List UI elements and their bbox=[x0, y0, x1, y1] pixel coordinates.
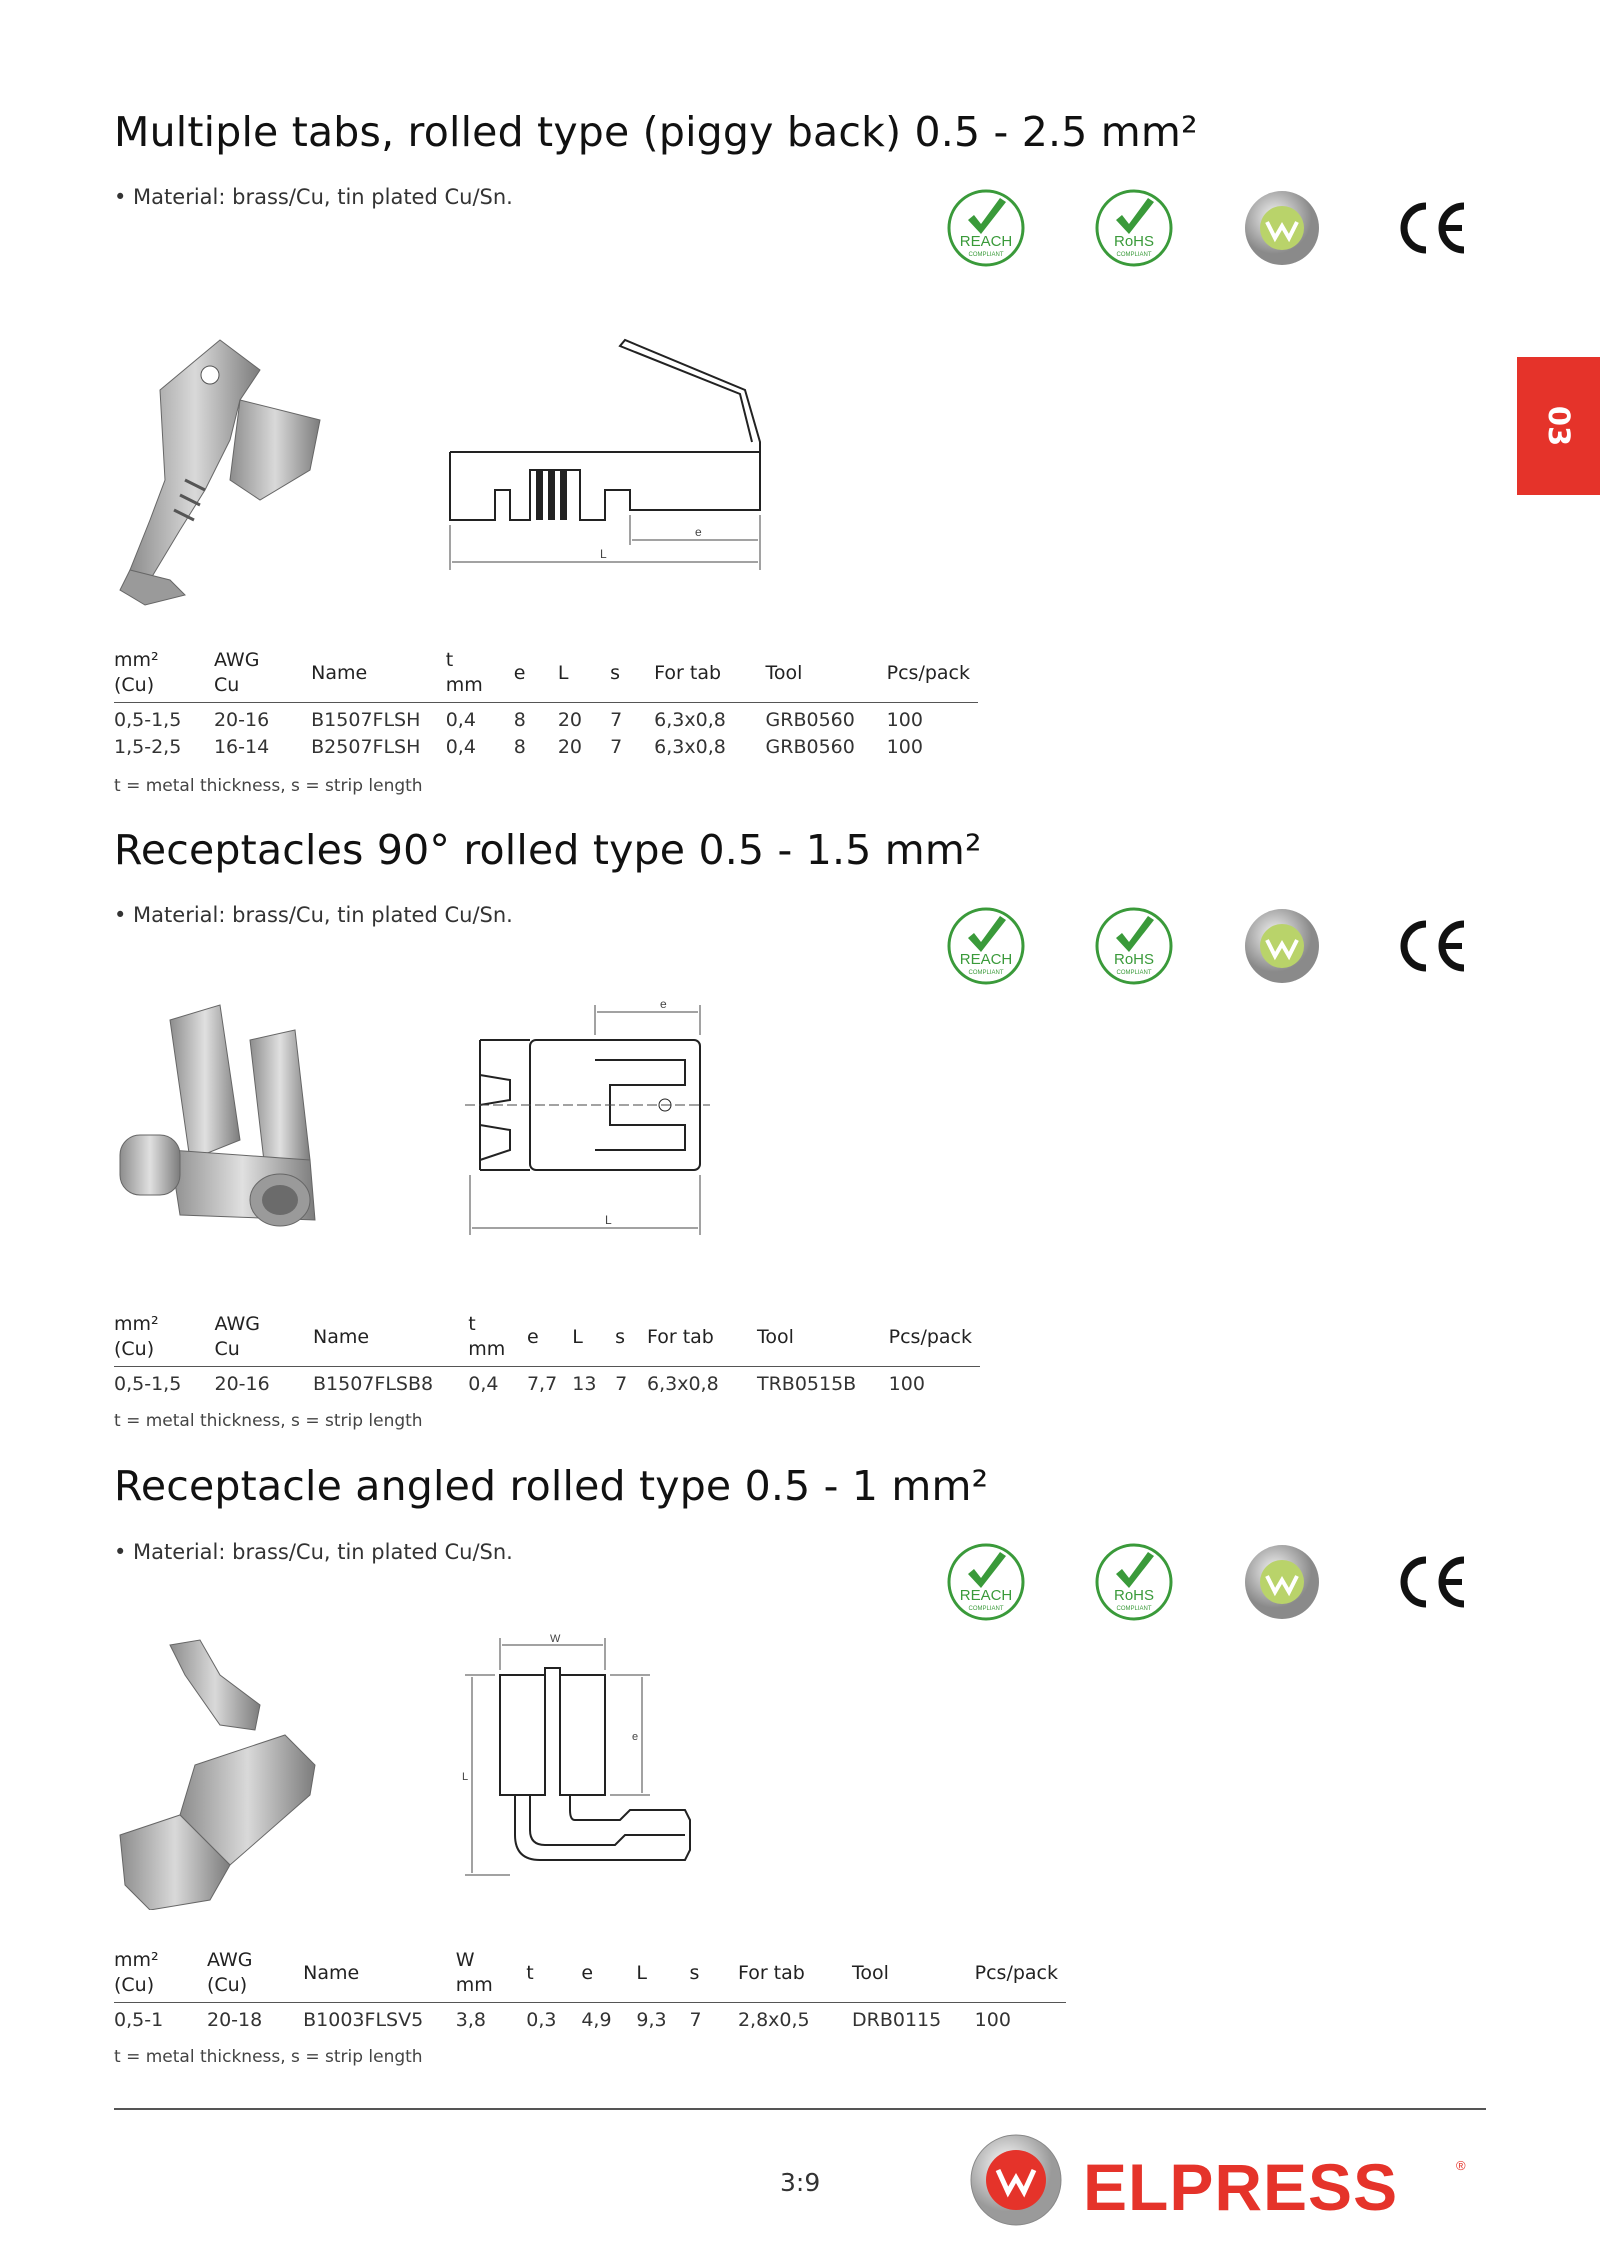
table-row bbox=[114, 703, 978, 735]
col-header: Tool bbox=[766, 644, 887, 703]
material-text: • Material: brass/Cu, tin plated Cu/Sn. bbox=[114, 1540, 513, 1564]
dim-e: e bbox=[632, 1731, 639, 1743]
cell: 20 bbox=[557, 709, 582, 731]
cell: 8 bbox=[513, 709, 526, 731]
cell: 100 bbox=[888, 1373, 925, 1395]
cell: 7 bbox=[610, 709, 623, 731]
system-certification-seal-icon bbox=[1242, 1542, 1322, 1622]
cell: 0,4 bbox=[445, 736, 476, 758]
table-row bbox=[114, 2003, 1066, 2035]
cell: 0,4 bbox=[445, 709, 476, 731]
cell: 100 bbox=[886, 709, 923, 731]
cell: 3,8 bbox=[455, 2009, 486, 2031]
col-header: Pcs/pack bbox=[889, 1308, 980, 1367]
table-header-row bbox=[114, 1308, 980, 1367]
cell: 1,5-2,5 bbox=[114, 736, 182, 758]
reach-check-icon bbox=[946, 1542, 1026, 1622]
dim-W: W bbox=[550, 1633, 561, 1645]
cell: 100 bbox=[974, 2009, 1011, 2031]
ce-mark-icon bbox=[1392, 198, 1470, 258]
rohs-sub: COMPLIANT bbox=[1116, 1606, 1152, 1612]
col-header: Name bbox=[311, 644, 446, 703]
cell: 7,7 bbox=[526, 1373, 558, 1395]
cell: 4,9 bbox=[581, 2009, 612, 2031]
spec-table bbox=[114, 1944, 1066, 2034]
system-certification-seal-icon bbox=[1242, 188, 1322, 268]
footer-divider bbox=[114, 2108, 1486, 2110]
section-title: Multiple tabs, rolled type (piggy back) 0.5 - 2.5 mm² bbox=[114, 108, 1198, 156]
cell: DRB0115 bbox=[852, 2009, 942, 2031]
cell: 7 bbox=[615, 1373, 628, 1395]
col-header: mm² (Cu) bbox=[114, 644, 214, 703]
col-header: mm² (Cu) bbox=[114, 1308, 215, 1367]
table-header-row bbox=[114, 1944, 1066, 2003]
table-header-row bbox=[114, 644, 978, 703]
col-header: e bbox=[527, 1308, 572, 1367]
cell: 2,8x0,5 bbox=[737, 2009, 810, 2031]
col-header: e bbox=[514, 644, 558, 703]
cell: 20-16 bbox=[213, 709, 270, 731]
reach-sub: COMPLIANT bbox=[968, 970, 1004, 976]
rohs-check-icon bbox=[1094, 188, 1174, 268]
material-text: • Material: brass/Cu, tin plated Cu/Sn. bbox=[114, 903, 513, 927]
col-header: AWG Cu bbox=[215, 1308, 314, 1367]
rohs-label: RoHS bbox=[1113, 1587, 1155, 1604]
table-footnote: t = metal thickness, s = strip length bbox=[114, 1411, 423, 1431]
reach-label: REACH bbox=[959, 951, 1013, 968]
col-header: For tab bbox=[654, 644, 765, 703]
col-header: L bbox=[636, 1944, 689, 2003]
rohs-label: RoHS bbox=[1113, 951, 1155, 968]
product-photo-receptacle-angled bbox=[110, 1635, 330, 1910]
col-header: Tool bbox=[757, 1308, 889, 1367]
product-photo-receptacle-90 bbox=[110, 1000, 370, 1240]
cell: 0,5-1 bbox=[114, 2009, 164, 2031]
rohs-sub: COMPLIANT bbox=[1116, 970, 1152, 976]
logo-registered: ® bbox=[1456, 2158, 1466, 2173]
technical-drawing-receptacle-90 bbox=[460, 990, 760, 1240]
logo-wordmark: ELPRESS bbox=[1083, 2150, 1399, 2224]
reach-sub: COMPLIANT bbox=[968, 252, 1004, 258]
dim-e: e bbox=[660, 997, 667, 1011]
material-text: • Material: brass/Cu, tin plated Cu/Sn. bbox=[114, 185, 513, 209]
spec-table bbox=[114, 644, 978, 761]
ce-mark-icon bbox=[1392, 916, 1470, 976]
cell: 20-18 bbox=[206, 2009, 263, 2031]
cell: 9,3 bbox=[636, 2009, 667, 2031]
rohs-label: RoHS bbox=[1113, 233, 1155, 250]
table-footnote: t = metal thickness, s = strip length bbox=[114, 776, 423, 796]
cell: 0,3 bbox=[526, 2009, 557, 2031]
cell: 8 bbox=[513, 736, 526, 758]
cell: TRB0515B bbox=[756, 1373, 857, 1395]
section-title: Receptacles 90° rolled type 0.5 - 1.5 mm² bbox=[114, 826, 982, 874]
col-header: Name bbox=[313, 1308, 468, 1367]
col-header: s bbox=[690, 1944, 738, 2003]
cell: 20-16 bbox=[214, 1373, 270, 1395]
cell: 16-14 bbox=[213, 736, 270, 758]
technical-drawing-receptacle-angled bbox=[450, 1630, 770, 1890]
rohs-sub: COMPLIANT bbox=[1116, 252, 1152, 258]
cell: GRB0560 bbox=[765, 709, 855, 731]
table-footnote: t = metal thickness, s = strip length bbox=[114, 2047, 423, 2067]
cell: 0,4 bbox=[468, 1373, 499, 1395]
col-header: W mm bbox=[456, 1944, 527, 2003]
table-row bbox=[114, 1367, 980, 1399]
col-header: s bbox=[610, 644, 654, 703]
product-photo-piggyback bbox=[110, 330, 350, 610]
cell: 7 bbox=[689, 2009, 702, 2031]
reach-check-icon bbox=[946, 188, 1026, 268]
cell: 100 bbox=[886, 736, 923, 758]
cell: 20 bbox=[557, 736, 582, 758]
col-header: AWG (Cu) bbox=[207, 1944, 303, 2003]
dim-L: L bbox=[605, 1213, 612, 1227]
cell: 0,5-1,5 bbox=[114, 1373, 182, 1395]
reach-check-icon bbox=[946, 906, 1026, 986]
cell: GRB0560 bbox=[765, 736, 855, 758]
dim-e: e bbox=[695, 525, 702, 539]
col-header: For tab bbox=[647, 1308, 757, 1367]
cell: B1507FLSH bbox=[311, 709, 421, 731]
col-header: t bbox=[526, 1944, 581, 2003]
cell: 6,3x0,8 bbox=[654, 709, 726, 731]
elpress-logo bbox=[968, 2130, 1478, 2230]
reach-label: REACH bbox=[959, 233, 1013, 250]
cell: B2507FLSH bbox=[311, 736, 421, 758]
rohs-check-icon bbox=[1094, 906, 1174, 986]
rohs-check-icon bbox=[1094, 1542, 1174, 1622]
cell: 6,3x0,8 bbox=[646, 1373, 719, 1395]
dim-L: L bbox=[462, 1771, 469, 1783]
cell: B1003FLSV5 bbox=[303, 2009, 424, 2031]
col-header: Name bbox=[303, 1944, 456, 2003]
reach-sub: COMPLIANT bbox=[968, 1606, 1004, 1612]
dim-L: L bbox=[600, 547, 607, 561]
cell: 13 bbox=[572, 1373, 597, 1395]
col-header: Pcs/pack bbox=[975, 1944, 1066, 2003]
col-header: s bbox=[615, 1308, 647, 1367]
cell: 7 bbox=[610, 736, 623, 758]
chapter-tab bbox=[1517, 357, 1600, 495]
cell: B1507FLSB8 bbox=[313, 1373, 434, 1395]
section-title: Receptacle angled rolled type 0.5 - 1 mm² bbox=[114, 1462, 989, 1510]
page-number: 3:9 bbox=[780, 2168, 821, 2197]
cell: 0,5-1,5 bbox=[114, 709, 182, 731]
col-header: t mm bbox=[446, 644, 514, 703]
cell: 6,3x0,8 bbox=[654, 736, 726, 758]
chapter-tab-label: 03 bbox=[1541, 405, 1576, 447]
col-header: Tool bbox=[852, 1944, 975, 2003]
spec-table bbox=[114, 1308, 980, 1398]
col-header: mm² (Cu) bbox=[114, 1944, 207, 2003]
col-header: L bbox=[572, 1308, 615, 1367]
ce-mark-icon bbox=[1392, 1552, 1470, 1612]
col-header: AWG Cu bbox=[214, 644, 311, 703]
col-header: t mm bbox=[468, 1308, 527, 1367]
col-header: L bbox=[558, 644, 610, 703]
technical-drawing-piggyback bbox=[440, 330, 790, 590]
col-header: Pcs/pack bbox=[887, 644, 978, 703]
system-certification-seal-icon bbox=[1242, 906, 1322, 986]
reach-label: REACH bbox=[959, 1587, 1013, 1604]
col-header: e bbox=[581, 1944, 636, 2003]
table-row bbox=[114, 734, 978, 761]
col-header: For tab bbox=[738, 1944, 852, 2003]
